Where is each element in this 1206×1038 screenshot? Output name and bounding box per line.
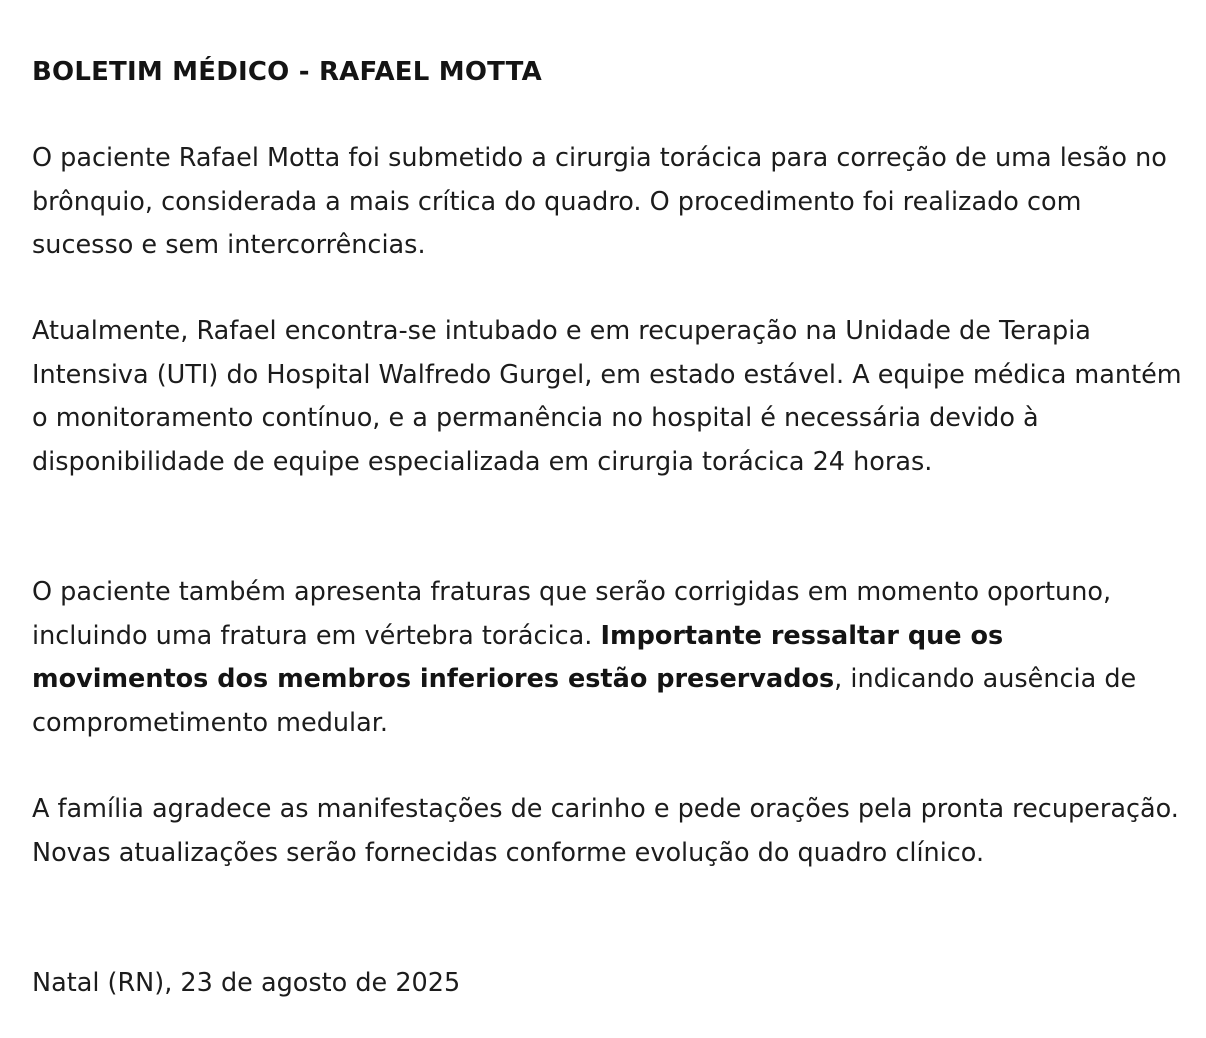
paragraph-family-message: A família agradece as manifestações de carinho e pede orações pela pronta recuperação. Novas atualizações serão fornecidas conforme evolução do quadro clínico. <box>32 794 1179 868</box>
fractures-highlight-text: Importante ressaltar que os movimentos dos membros inferiores estão preservados <box>32 620 1004 694</box>
paragraph-current-status: Atualmente, Rafael encontra-se intubado e em recuperação na Unidade de Terapia Intensiva (UTI) do Hospital Walfredo Gurgel, em estado estável. A equipe médica mantém o monitoramento contínuo, e a permanência no hospital é necessária devido à disponibilidade de equipe especializada em cirurgia torácica 24 horas. <box>32 316 1182 477</box>
bulletin-title: BOLETIM MÉDICO - RAFAEL MOTTA <box>32 57 542 87</box>
place-date-line: Natal (RN), 23 de agosto de 2025 <box>32 968 461 998</box>
fractures-text-after: , indicando ausência de comprometimento medular. <box>32 664 1137 738</box>
fractures-text-before: O paciente também apresenta fraturas que serão corrigidas em momento oportuno, incluindo uma fratura em vértebra torácica. <box>32 577 1112 651</box>
paragraph-surgery: O paciente Rafael Motta foi submetido a cirurgia torácica para correção de uma lesão no brônquio, considerada a mais crítica do quadro. O procedimento foi realizado com sucesso e sem intercorrências. <box>32 143 1167 260</box>
paragraph-fractures <box>32 571 1182 745</box>
